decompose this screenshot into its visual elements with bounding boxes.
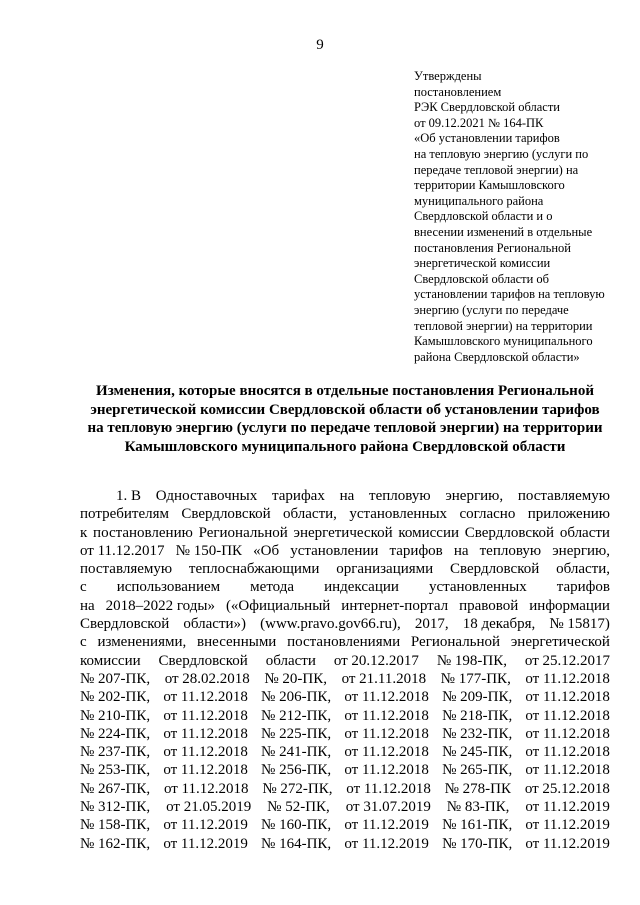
body-word: (www.pravo.gov66.ru), <box>260 616 401 633</box>
body-word: установлении <box>290 542 379 559</box>
approval-line: энергию (услуги по передаче <box>414 302 569 317</box>
body-line <box>80 652 610 670</box>
body-word: тепловую <box>369 488 431 504</box>
heading-line: Изменения, которые вносятся в отдельные постановления Региональной <box>96 383 594 399</box>
approval-block <box>414 69 630 365</box>
body-word: № 20-ПК, <box>264 670 328 687</box>
body-word: № 212-ПК, <box>261 707 332 724</box>
approval-line: внесении изменений в отдельные <box>414 224 593 239</box>
body-word: от 11.12.2018 <box>344 744 429 761</box>
body-word: от 11.12.2018 <box>163 689 248 706</box>
body-word: № 161-ПК, <box>442 817 513 834</box>
body-word: тарифов <box>389 542 443 559</box>
body-word: области, <box>556 561 610 578</box>
body-word: № 312-ПК, <box>80 799 151 816</box>
body-word: от 25.12.2018 <box>524 780 610 797</box>
approval-line: Утверждены <box>414 69 482 83</box>
body-word: тарифах <box>272 488 325 504</box>
document-heading <box>80 382 610 456</box>
body-word: на <box>339 488 355 504</box>
body-word: от 11.12.2018 <box>163 780 249 797</box>
body-paragraph <box>80 487 610 853</box>
body-word: интернет-портал <box>341 597 449 614</box>
body-word: от 20.12.2017 <box>333 652 419 669</box>
body-word: энергетической <box>293 524 393 541</box>
body-word: № 210-ПК, <box>80 707 151 724</box>
body-word: потребителям <box>80 506 169 523</box>
approval-line: передаче тепловой энергии) на <box>414 162 579 177</box>
approval-line: Свердловской области и о <box>414 209 553 224</box>
body-word: № 278-ПК <box>444 780 512 797</box>
body-word: от 31.07.2019 <box>345 799 431 816</box>
body-word: № 150-ПК <box>175 542 243 559</box>
body-word: № 164-ПК, <box>261 835 332 852</box>
body-word: от 11.12.2018 <box>344 725 429 742</box>
body-word: № 265-ПК, <box>442 762 513 779</box>
body-word: № 162-ПК, <box>80 835 151 852</box>
body-line <box>80 761 610 779</box>
approval-line: тепловой энергии) на территории <box>414 318 593 333</box>
approval-line: Свердловской области об <box>414 271 550 286</box>
body-word: поставляемую <box>517 488 610 504</box>
body-word: метода <box>250 579 295 596</box>
body-word: от 11.12.2019 <box>344 817 429 834</box>
body-word: № 253-ПК, <box>80 762 151 779</box>
body-line <box>80 597 610 615</box>
body-word: теплоснабжающими <box>188 561 320 578</box>
body-word: от 11.12.2018 <box>163 744 248 761</box>
body-word: от 11.12.2018 <box>525 762 610 779</box>
body-word: Свердловской <box>181 506 271 523</box>
body-word: постановлениями <box>287 634 401 651</box>
body-line <box>80 542 610 560</box>
body-word: от 11.12.2019 <box>525 817 610 834</box>
approval-line: РЭК Свердловской области <box>414 100 560 115</box>
body-word: от 21.11.2018 <box>341 670 427 687</box>
body-word: с <box>80 634 87 651</box>
body-word: комиссии <box>80 652 141 669</box>
approval-line: постановления Региональной <box>414 240 571 255</box>
approval-line: района Свердловской области» <box>414 349 580 364</box>
heading-line: Камышловского муниципального района Свердловской области <box>124 438 566 455</box>
body-word: от 28.02.2018 <box>164 670 250 687</box>
body-word: установленных <box>349 506 448 523</box>
body-line <box>80 505 610 523</box>
body-line <box>80 743 610 761</box>
approval-line: постановлением <box>414 84 502 99</box>
body-word: № 15817) <box>549 616 610 633</box>
body-word: Свердловской <box>80 616 170 633</box>
body-word: использованием <box>116 579 221 596</box>
body-word: постановлению <box>93 524 193 541</box>
approval-line: от 09.12.2021 № 164-ПК <box>414 115 544 130</box>
body-word: от 11.12.2018 <box>344 689 429 706</box>
body-word: организациями <box>336 561 434 578</box>
body-word: 18 декабря, <box>462 616 536 633</box>
body-word: от 11.12.2019 <box>344 835 429 852</box>
approval-line: Камышловского муниципального <box>414 334 593 349</box>
approval-line: территории Камышловского <box>414 178 565 193</box>
body-word: Свердловской <box>449 561 540 578</box>
body-line <box>80 633 610 651</box>
body-word: к <box>80 524 88 541</box>
body-word: от 11.12.2018 <box>525 670 610 687</box>
body-line <box>80 578 610 596</box>
body-word: информации <box>529 597 610 614</box>
body-word: правовой <box>459 597 519 614</box>
body-word: согласно <box>459 506 516 523</box>
body-word: № 272-ПК, <box>262 780 333 797</box>
body-word: от 11.12.2018 <box>163 707 248 724</box>
body-line <box>80 560 610 578</box>
body-word: № 245-ПК, <box>442 744 513 761</box>
body-line <box>80 487 610 505</box>
body-word: энергию, <box>552 542 610 559</box>
heading-line: энергетической комиссии Свердловской области об установлении тарифов <box>90 401 600 418</box>
body-word: области, <box>283 506 337 523</box>
body-word: № 52-ПК, <box>267 799 330 816</box>
body-word: Региональной <box>410 634 501 651</box>
body-word: № 256-ПК, <box>261 762 332 779</box>
body-word: установленных <box>428 579 527 596</box>
body-line <box>80 816 610 834</box>
body-word: тепловую <box>479 542 542 559</box>
body-word: № 158-ПК, <box>80 817 151 834</box>
body-word: № 237-ПК, <box>80 744 151 761</box>
approval-line: установлении тарифов на тепловую <box>414 287 605 302</box>
body-word: приложению <box>527 506 610 523</box>
body-word: на <box>80 597 95 614</box>
body-word: от 25.12.2017 <box>524 652 610 669</box>
body-word: № 241-ПК, <box>261 744 332 761</box>
body-word: от 11.12.2018 <box>346 780 431 797</box>
body-line <box>80 835 610 853</box>
body-word: области <box>265 652 316 669</box>
heading-line: на тепловую энергию (услуги по передаче тепловой энергии) на территории <box>87 420 603 437</box>
body-word: от 11.12.2018 <box>344 762 429 779</box>
body-word: энергетической <box>510 634 610 651</box>
body-word: Свердловской <box>464 524 555 541</box>
page-number: 9 <box>316 37 324 53</box>
body-word: № 198-ПК, <box>436 652 507 669</box>
body-word: Свердловской <box>158 652 248 669</box>
body-word: от 11.12.2018 <box>525 689 610 706</box>
body-word: от 11.12.2018 <box>344 707 429 724</box>
body-word: № 225-ПК, <box>261 725 332 742</box>
body-line <box>80 615 610 633</box>
body-word: № 224-ПК, <box>80 725 151 742</box>
body-word: 2018–2022 годы» <box>105 597 215 614</box>
body-word: («Официальный <box>225 597 331 614</box>
body-word: комиссии <box>398 524 460 541</box>
body-line <box>80 725 610 743</box>
body-word: № 160-ПК, <box>261 817 332 834</box>
body-line <box>80 707 610 725</box>
body-word: от 11.12.2019 <box>163 835 248 852</box>
body-line <box>80 798 610 816</box>
body-word: № 209-ПК, <box>442 689 513 706</box>
body-word: от 11.12.2019 <box>525 799 610 816</box>
body-word: от 21.05.2019 <box>166 799 252 816</box>
body-word: № 170-ПК, <box>442 835 513 852</box>
body-word: энергию, <box>445 488 504 504</box>
body-word: от 11.12.2018 <box>525 707 610 724</box>
approval-line: муниципального района <box>414 193 544 208</box>
body-word: Одноставочных <box>155 488 258 504</box>
body-word: № 202-ПК, <box>80 689 151 706</box>
body-word: № 232-ПК, <box>442 725 513 742</box>
body-line <box>80 524 610 542</box>
body-word: поставляемую <box>80 561 173 578</box>
body-word: изменениями, <box>97 634 187 651</box>
body-word: с <box>80 579 87 596</box>
body-word: 1. В <box>116 488 142 504</box>
body-line <box>80 688 610 706</box>
body-word: внесенными <box>197 634 277 651</box>
body-word: от 11.12.2019 <box>525 835 610 852</box>
body-word: области <box>559 524 610 541</box>
approval-line: «Об установлении тарифов <box>414 131 560 146</box>
body-word: 2017, <box>414 616 449 633</box>
body-line <box>80 670 610 688</box>
body-word: № 267-ПК, <box>80 780 151 797</box>
body-word: № 83-ПК, <box>446 799 510 816</box>
body-word: № 177-ПК, <box>440 670 511 687</box>
body-word: № 218-ПК, <box>442 707 513 724</box>
body-word: от 11.12.2018 <box>163 725 248 742</box>
body-word: № 206-ПК, <box>261 689 332 706</box>
body-word: на <box>453 542 469 559</box>
body-word: от 11.12.2018 <box>525 725 610 742</box>
approval-line: энергетической комиссии <box>414 256 551 271</box>
body-word: области») <box>183 616 247 633</box>
body-word: индексации <box>324 579 399 596</box>
body-line <box>80 780 610 798</box>
body-word: от 11.12.2018 <box>525 744 610 761</box>
body-word: № 207-ПК, <box>80 670 151 687</box>
body-word: от 11.12.2017 <box>80 542 165 559</box>
body-word: «Об <box>253 542 280 559</box>
body-word: тарифов <box>556 579 610 596</box>
body-word: от 11.12.2018 <box>163 762 248 779</box>
body-word: Региональной <box>198 524 288 541</box>
body-word: от 11.12.2019 <box>163 817 248 834</box>
approval-line: на тепловую энергию (услуги по <box>414 146 589 161</box>
